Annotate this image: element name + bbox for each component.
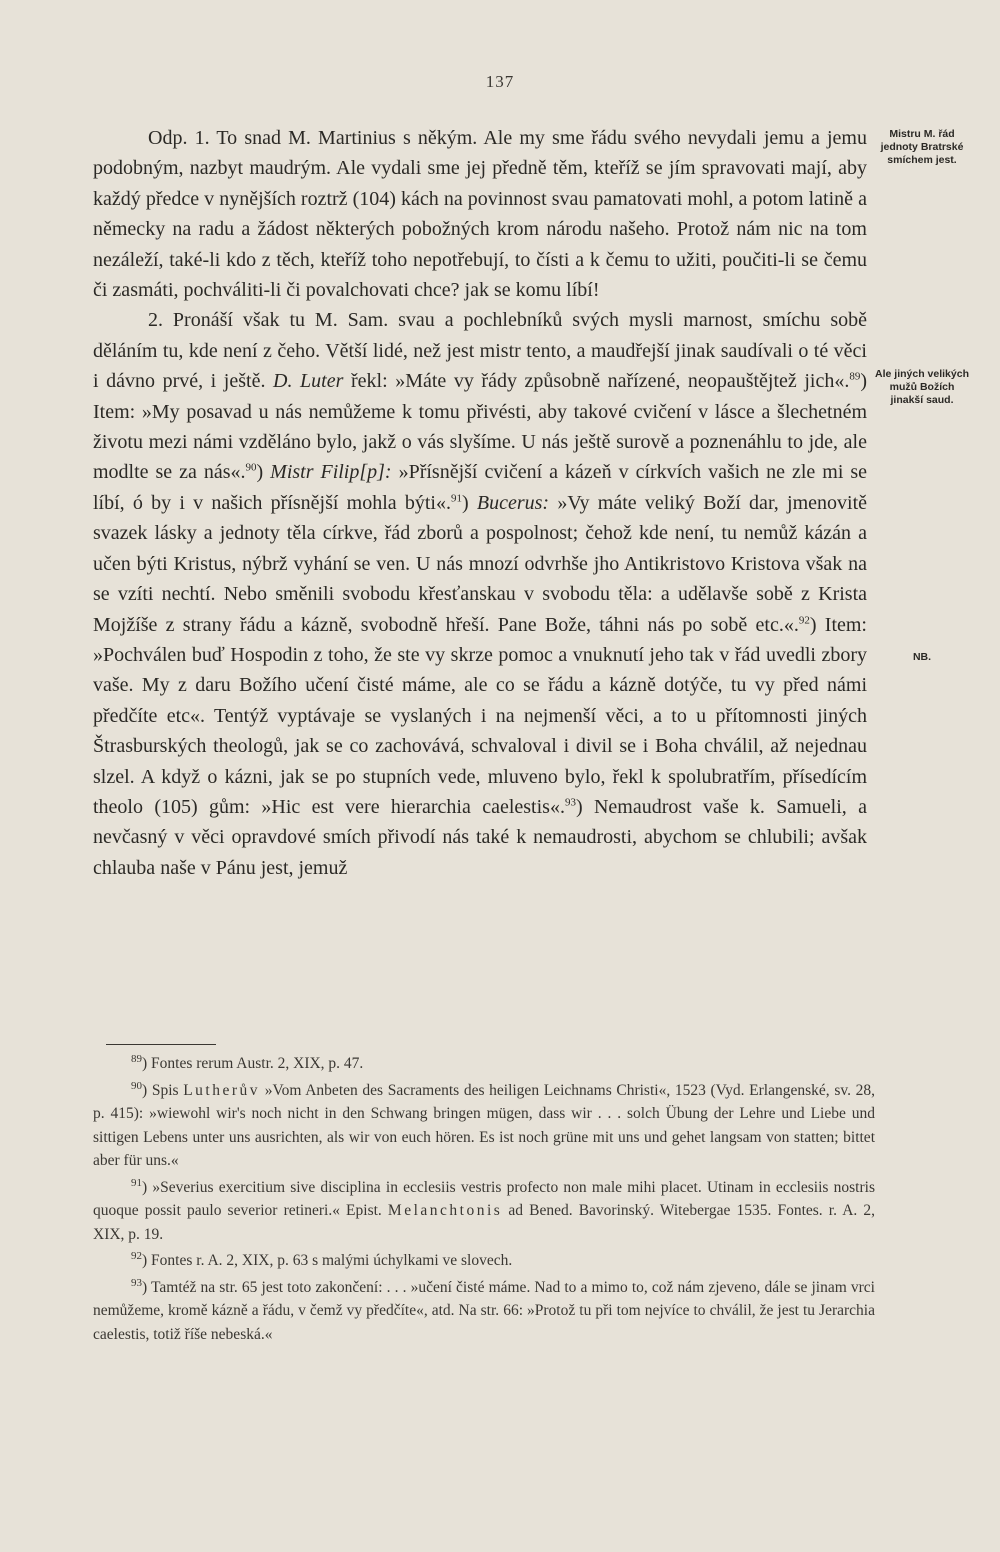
footnote-91-text: »Severius exercitium sive disciplina in ecclesiis vestris profecto non male mihi placet. Utinam in ecclesiis nostris quoque possit paulo severior retineri.« Epist.: [93, 1178, 875, 1219]
footnote-ref-90: 90: [245, 461, 257, 474]
footnote-89-num: 89: [131, 1052, 142, 1065]
footnote-divider: [106, 1044, 216, 1045]
margin-note-2: Ale jiných velikých mužů Božích jinakší saud.: [875, 368, 969, 406]
footnote-91-post: ad Bened. Bavorinský. Witebergae 1535. Fontes. r. A. 2, XIX, p. 19.: [93, 1202, 876, 1243]
footnote-ref-93: 93: [564, 796, 576, 809]
footnote-89: $^{89}$) Fontes rerum Austr. 2, XIX, p. 47.: [131, 1052, 364, 1072]
footnote-90-author: Lutherův: [183, 1081, 261, 1099]
quote-luter-1: »Máte vy řády způsobně nařízené, neopauštějtež jich«.: [395, 370, 850, 393]
footnote-92: $^{92}$) Fontes r. A. 2, XIX, p. 63 s malými úchylkami ve slovech.: [131, 1249, 513, 1269]
footnote-91-author: Melanchtonis: [387, 1202, 503, 1219]
footnote-92-text: Fontes r. A. 2, XIX, p. 63 s malými úchylkami ve slovech.: [151, 1252, 513, 1269]
paragraph-2: 2. Pronáší však tu M. Sam. svau a pochlebníků svých mysli marnost, smíchu sobě děláním tu, kde není z čeho. Větší lidé, než jest mistr tento, a maudřejší jinak saudívali o té věci i dávno prvé, i ještě. D. Luter řekl: »Máte vy řády způsobně nařízené, neopauštějtež jich«.$^{89}$) Item: »My posavad u nás nemůžeme k tomu přivésti, aby takové cvičení v lásce a šlechetném životu mezi námi vzděláno bylo, jakž o vás slyšíme. U nás ještě surově a poznenáhlu to jde, ale modlte se za nás«.$^{90}$) Mistr Filip[p]: »Přísnější cvičení a kázeň v církvích vašich ne zle mi se líbí, ó by i v našich přísnější mohla býti«.$^{91}$) Bucerus: »Vy máte veliký Boží dar, jmenovitě svazek lásky a jednoty těla církve, řád zborů a pospolnost; čehož kde není, tu nemůž kázán a učen býti Kristus, nýbrž vyhání se ven. U nás mnozí odvrhše jho Antikristovo Kristova však na se vzíti nechtí. Nebo směnili svobodu křesťanskau v svobodu těla: a udělavše sobě z Krista Mojžíše z strany řádu a kázně, svobodně hřeší. Pane Bože, táhni nás po sobě etc.«.$^{92}$) Item: »Pochválen buď Hospodin z toho, že ste vy skrze pomoc a vnuknutí jeho tak v řád uvedli zbory vaše. My z daru Božího učení čisté máme, ale co se řádu a kázně dotýče, tu vy před námi předčíte etc«. Tentýž vyptávaje se vyslaných i na nejmenší věci, a to u přítomnosti jiných Štrasburských theologů, jak se co zachovává, schvaloval i divil se i Boha chválil, až nejednau slzel. A když o kázni, jak se po stupních vede, mluveno bylo, řekl k spolubratřím, přísedícím theolo (105) gům: »Hic est vere hierarchia caelestis«.$^{93}$) Nemaudrost vaše k. Samueli, a nevčasný v věci opravdové smích přivodí nás také k nemaudrosti, abychom se chlubili; avšak chlauba naše v Pánu jest, jemuž: [93, 309, 868, 879]
footnote-90: $^{90}$) Spis Lutherův »Vom Anbeten des Sacraments des heiligen Leichnams Christi«, 1523 (Vyd. Erlangenské, sv. 28, p. 415): »wiewohl wir's noch nicht in den Schwang bringen mügen, dass wir . . . solch Übung der Lehre und Liebe und sittigen Lebens unter uns ausrichten, als wir von euch hören. Es ist noch grüne mit uns und gehet langsam von statten; bittet aber für uns.«: [93, 1079, 876, 1169]
footnote-90-text: »Vom Anbeten des Sacraments des heiligen Leichnams Christi«, 1523 (Vyd. Erlangenské, sv. 28, p. 415): »wiewohl wir's noch nicht in den Schwang bringen mügen, dass wir . . . solch Übung der Lehre und Liebe und sittigen Lebens unter uns ausrichten, als wir von euch hören. Es ist noch grüne mit uns und gehet langsam von statten; bittet aber für uns.«: [93, 1081, 876, 1169]
footnote-93-text: Tamtéž na str. 65 jest toto zakončení: . . . »učení čisté máme. Nad to a mimo to, což nám zjeveno, dále se jinam vrci nemůžeme, kromě kázně a řádu, v čemž vy předčíte«, atd. Na str. 66: »Protož tu při tom nejvíce to chválil, že jest tu Jerarchia caelestis, totiž říše nebeská.«: [93, 1278, 875, 1343]
footnotes: [93, 1052, 875, 1349]
paragraph-2-rek: řekl:: [350, 370, 388, 393]
footnote-90-num: 90: [131, 1079, 142, 1092]
main-text: [93, 123, 867, 883]
footnote-91-num: 91: [131, 1176, 142, 1189]
quote-luter-2: Item: »My posavad u nás nemůžeme k tomu přivésti, aby takové cvičení v lásce a šlechetném životu mezi námi vzděláno bylo, jakž o vás slyšíme. U nás ještě surově a poznenáhlu to jde, ale modlte se za nás«.: [93, 400, 867, 484]
margin-note-1: Mistru M. řád jednoty Bratrské smíchem jest.: [880, 128, 964, 166]
footnote-93-num: 93: [131, 1276, 142, 1289]
page-number: 137: [485, 72, 515, 91]
footnote-92-num: 92: [131, 1249, 142, 1262]
paragraph-2-text: 2. Pronáší však tu M. Sam. svau a pochlebníků svých mysli marnost, smíchu sobě děláním tu, kde není z čeho. Větší lidé, než jest mistr tento, a maudřejší jinak saudívali o té věci i dávno prvé, i ještě.: [93, 309, 867, 393]
footnote-ref-91: 91: [450, 492, 462, 505]
footnote-ref-92: 92: [798, 613, 810, 626]
author-filip: Mistr Filip[p]:: [270, 461, 392, 484]
quote-bucerus-1: »Vy máte veliký Boží dar, jmenovitě svazek lásky a jednoty těla církve, řád zborů a pospolnost; čehož kde není, tu nemůž kázán a učen býti Kristus, nýbrž vyhání se ven. U nás mnozí odvrhše jho Antikristovo Kristova však na se vzíti nechtí. Nebo směnili svobodu křesťanskau v svobodu těla: a udělavše sobě z Krista Mojžíše z strany řádu a kázně, svobodně hřeší. Pane Bože, táhni nás po sobě etc.«.: [93, 491, 868, 636]
footnote-ref-89: 89: [849, 370, 861, 383]
quote-bucerus-2: Item: »Pochválen buď Hospodin z toho, že ste vy skrze pomoc a vnuknutí jeho tak v řád uvedli zbory vaše. My z daru Božího učení čisté máme, ale co se řádu a kázně dotýče, tu vy před námi předčíte etc«. Tentýž vyptávaje se vyslaných i na nejmenší věci, a to u přítomnosti jiných Štrasburských theologů, jak se co zachovává, schvaloval i divil se i Boha chválil, až nejednau slzel. A když o kázni, jak se po stupních vede, mluveno bylo, řekl k spolubratřím, přísedícím theolo (105) gům: »Hic est vere hierarchia caelestis«.: [93, 613, 867, 818]
footnote-93: $^{93}$) Tamtéž na str. 65 jest toto zakončení: . . . »učení čisté máme. Nad to a mimo to, což nám zjeveno, dále se jinam vrci nemůžeme, kromě kázně a řádu, v čemž vy předčíte«, atd. Na str. 66: »Protož tu při tom nejvíce to chválil, že jest tu Jerarchia caelestis, totiž říše nebeská.«: [93, 1276, 875, 1343]
author-bucerus: Bucerus:: [476, 491, 550, 514]
footnote-89-text: Fontes rerum Austr. 2, XIX, p. 47.: [151, 1055, 364, 1072]
footnote-90-pre: Spis: [151, 1081, 179, 1099]
footnote-91: $^{91}$) »Severius exercitium sive disciplina in ecclesiis vestris profecto non male mihi placet. Utinam in ecclesiis nostris quoque possit paulo severior retineri.« Epist. Melanchtonis ad Bened. Bavorinský. Witebergae 1535. Fontes. r. A. 2, XIX, p. 19.: [93, 1176, 876, 1243]
author-luter: D. Luter: [273, 370, 344, 393]
quote-filip: »Přísnější cvičení a kázeň v církvích vašich ne zle mi se líbí, ó by i v našich přísnější mohla býti«.: [93, 461, 868, 514]
paragraph-2-end: Nemaudrost vaše k. Samueli, a nevčasný v věci opravdové smích přivodí nás také k nemaudrosti, abychom se chlubili; avšak chlauba naše v Pánu jest, jemuž: [93, 795, 867, 879]
margin-note-3: NB.: [912, 651, 932, 663]
paragraph-1: Odp. 1. To snad M. Martinius s někým. Ale my sme řádu svého nevydali jemu a jemu podobným, nazbyt maudrým. Ale vydali sme jej předně těm, kteříž se jím spravovati mají, aby každý předce v nynějších roztrž (104) kách na povinnost svau pamatovati mohl, a potom latině a německy na radu a žádost některých pobožných krom národu našeho. Protož nám nic na tom nezáleží, také-li kdo z těch, kteříž toho nepotřebují, to čísti a k čemu to užiti, poučiti-li se čemu či zasmáti, pochváliti-li či povalchovati chce? jak se komu líbí!: [93, 127, 867, 302]
